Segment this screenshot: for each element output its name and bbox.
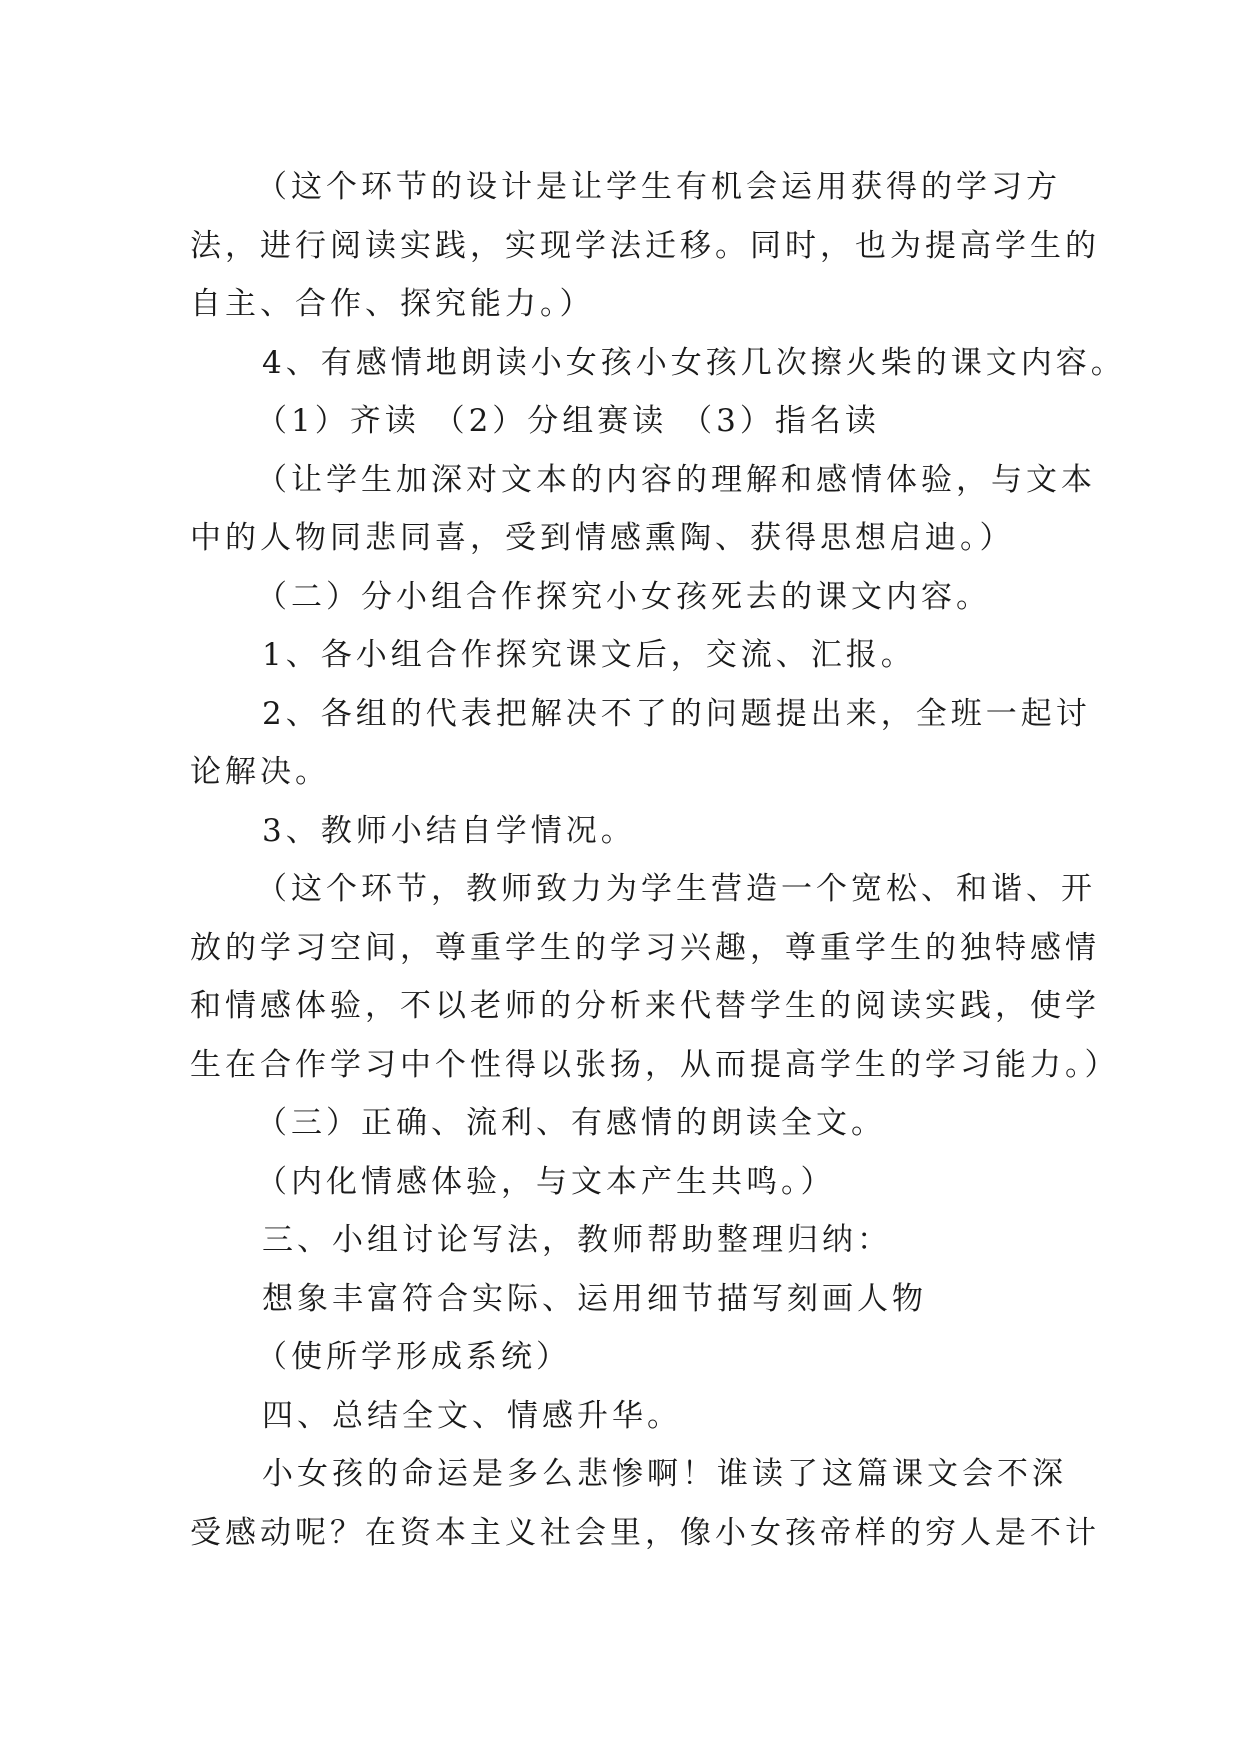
paragraph-line-12: 3、教师小结自学情况。 [262,812,636,849]
paragraph-line-24: 受感动呢？在资本主义社会里，像小女孩帝样的穷人是不计 [190,1514,1100,1551]
paragraph-line-5: （1）齐读 （2）分组赛读 （3）指名读 [256,403,880,439]
paragraph-line-1: （这个环节的设计是让学生有机会运用获得的学习方 [256,169,1061,205]
paragraph-line-20: 想象丰富符合实际、运用细节描写刻画人物 [262,1280,927,1317]
document-body [190,158,1126,1562]
paragraph-line-10: 2、各组的代表把解决不了的问题提出来，全班一起讨 [262,695,1091,732]
paragraph-line-18: （内化情感体验，与文本产生共鸣。） [256,1163,836,1200]
paragraph-line-2: 法，进行阅读实践，实现学法迁移。同时，也为提高学生的 [190,227,1100,264]
paragraph-line-23: 小女孩的命运是多么悲惨啊！谁读了这篇课文会不深 [262,1456,1067,1492]
paragraph-line-9: 1、各小组合作探究课文后，交流、汇报。 [262,637,916,673]
paragraph-line-19: 三、小组讨论写法，教师帮助整理归纳： [262,1222,892,1258]
paragraph-line-21: （使所学形成系统） [256,1339,571,1375]
paragraph-line-8: （二）分小组合作探究小女孩死去的课文内容。 [256,578,991,615]
paragraph-line-16: 生在合作学习中个性得以张扬，从而提高学生的学习能力。） [190,1046,1120,1083]
paragraph-line-17: （三）正确、流利、有感情的朗读全文。 [256,1105,886,1141]
paragraph-line-22: 四、总结全文、情感升华。 [262,1397,682,1434]
paragraph-line-3: 自主、合作、探究能力。） [190,286,595,322]
paragraph-line-7: 中的人物同悲同喜，受到情感熏陶、获得思想启迪。） [190,520,1015,556]
paragraph-line-4: 4、有感情地朗读小女孩小女孩几次擦火柴的课文内容。 [262,344,1126,381]
paragraph-line-13: （这个环节，教师致力为学生营造一个宽松、和谐、开 [256,871,1096,907]
paragraph-line-14: 放的学习空间，尊重学生的学习兴趣，尊重学生的独特感情 [190,929,1100,966]
paragraph-line-11: 论解决。 [190,754,330,790]
paragraph-line-6: （让学生加深对文本的内容的理解和感情体验，与文本 [256,461,1096,498]
paragraph-line-15: 和情感体验，不以老师的分析来代替学生的阅读实践，使学 [190,988,1100,1024]
